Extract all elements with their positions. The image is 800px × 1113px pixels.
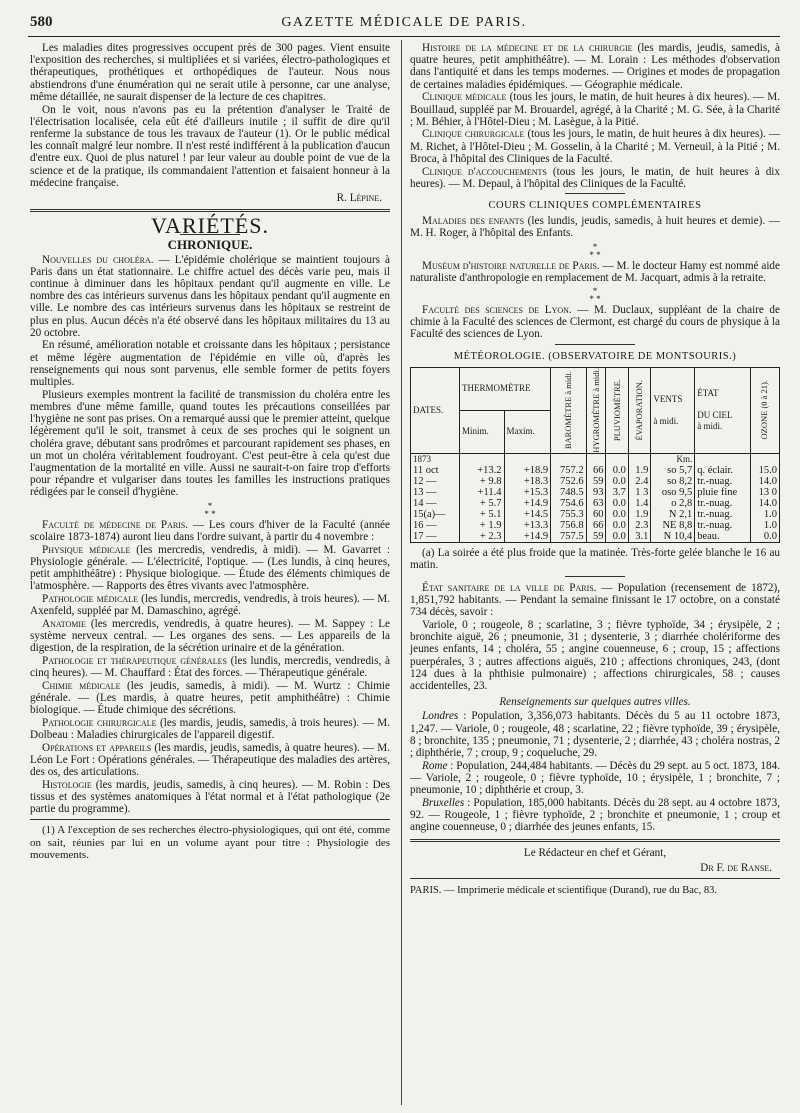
col-evap — [628, 367, 650, 453]
cell-hygro: 66 — [586, 520, 606, 531]
left-column — [30, 42, 390, 862]
course-title: Pathologie et thérapeutique générales — [42, 654, 227, 667]
cholera-text: — L'épidémie cholérique se maintient toujours à Paris dans un état stationnaire. Le chiffre actuel des décès varie peu, mais il continue à diminuer dans les hôpitaux pendant qu'il augmente en ville. Le nombre des cas intérieurs survenus dans les hôpitaux pendant qu'il augmente en ville. Le nombre des cas intérieurs survenus dans les hôpitaux se restreint de plus en plus. Aucun décès n'a été observé dans les hôpitaux militaires du 13 au 20 octobre. — [30, 253, 390, 339]
col-ozone — [750, 367, 779, 453]
varietes-heading: VARIÉTÉS. — [151, 213, 269, 239]
course-text: (les mardis, jeudis, samedis, à cinq heures). — M. Robin : Des tissus et des systèmes anatomiques à l'état normal et à l'état pathologique (2e partie du programme). — [30, 778, 390, 816]
cell-vents: o 2,8 — [651, 498, 695, 509]
col-vents-sub: à midi. — [653, 415, 679, 426]
cell-date: 13 — — [411, 487, 460, 498]
cell-evap: 1 3 — [628, 487, 650, 498]
city-text: : Population, 244,484 habitants. — Décès du 29 sept. au 5 oct. 1873, 184. — Variole, 2 ; rougeole, 0 ; fièvre typhoïde, 10 ; érysipèle, 1 ; bronchite, 7 ; pneumonie, 10 ; diphthérie et croup, 3. — [410, 759, 780, 797]
course-text: (les mercredis, vendredis, à midi). — M. Gavarret : Physiologie générale. — L'électricité, l'optique. — (Les lundis, à cinq heures, petit amphithéâtre) : Physique biologique. — Étude des éléments chimiques de l'atmosphère. — Rapports des êtres vivants avec l'atmosphère. — [30, 543, 390, 593]
cholera-paragraph — [30, 254, 390, 339]
course-text: (les lundis, mercredis, vendredis, à cinq heures). — M. Chauffard : État des forces. — Thérapeutique générale. — [30, 654, 390, 680]
running-title: GAZETTE MÉDICALE DE PARIS. — [281, 15, 527, 30]
cell-pluvio: 0.0 — [606, 498, 628, 509]
asterism: * * * — [589, 241, 601, 260]
col-hygro — [586, 367, 606, 453]
cell-evap: 1.9 — [628, 465, 650, 476]
cell-hygro: 93 — [586, 487, 606, 498]
course-text: (tous les jours, le matin, de huit heures à dix heures). — M. Bouillaud, suppléé par M. Brouardel, agrégé, à la Charité ; M. G. Sée, à la Charité ; M. Béhier, à l'Hôtel-Dieu ; M. Lasègue, à la Pitié. — [410, 91, 780, 128]
redacteur-name: Dr F. de Ranse. — [700, 861, 772, 874]
table-row — [411, 465, 780, 476]
course-title: Clinique médicale — [422, 91, 507, 104]
cell-etat: tr.-nuag. — [695, 520, 751, 531]
right-column — [410, 42, 780, 897]
cell-pluvio: 0.0 — [606, 531, 628, 543]
etat-text: — Population (recensement de 1872), 1,851,792 habitants. — Pendant la semaine finissant le 17 octobre, on a constaté 734 décès, savoir : — [410, 581, 780, 619]
col-minim: Minim. — [460, 410, 505, 453]
printer-line: PARIS. — Imprimerie médicale et scientifique (Durand), rue du Bac, 83. — [410, 884, 717, 896]
course-entry — [30, 655, 390, 679]
col-pluvio-label: PLUVIOMÈTRE. — [611, 379, 622, 442]
footnote: (1) A l'exception de ses recherches électro-physiologiques, qui ont été, comme on sait, réunies par lui en un volume ayant pour titre : Physiologie des mouvements. — [30, 824, 390, 861]
course-text: (tous les jours, le matin, de huit heures à dix heures). — M. Richet, à l'Hôtel-Dieu ; M. Gosselin, à la Charité ; M. Verneuil, à la Pitié ; M. Broca, à l'hôpital des Cliniques de la Faculté. — [410, 128, 781, 165]
city-entry — [410, 760, 780, 797]
table-row — [411, 498, 780, 509]
course-entry — [30, 717, 390, 741]
cell-baro: 755.3 — [551, 509, 586, 520]
cell-pluvio: 0.0 — [606, 509, 628, 520]
col-thermo: THERMOMÈTRE — [460, 367, 551, 410]
col-vents-label: VENTS — [653, 393, 683, 404]
course-entry — [410, 91, 780, 128]
course-title: Clinique d'accouchements — [422, 165, 547, 178]
cell-hygro: 59 — [586, 531, 606, 543]
cholera-paragraph-3: Plusieurs exemples montrent la facilité de transmission du choléra entre les membres d'une même famille, quand toutes les précautions conseillées par l'hygiène ne sont pas prises. On a remarqué aussi que le premier atteint, quelque légèrement qu'il le soit, transmet à ceux de ses proches qui le soignent un choléra grave, débutant sans prodrômes et parcourant rapidement ses phases, en un mot un choléra véritablement foudroyant. C'est peut-être à cela qu'est due l'augmentation de la mortalité en ville. Aussi ne saurait-t-on faire trop d'efforts pour répandre et vulgariser dans toutes les familles les instructions pratiques rédigées par le conseil d'hygiène. — [30, 388, 390, 499]
city-entry — [410, 797, 780, 834]
cell-etat: tr.-nuag. — [695, 498, 751, 509]
course-text: (les mardis, jeudis, samedis, à quatre heures, petit amphithéâtre). — M. Lorain : Les méthodes d'observation dans l'antiquité et dans les temps modernes. — Origines et modes de propagation de certaines maladies épidémiques. — Géographie médicale. — [410, 42, 780, 91]
col-ozone-label: OZONE (0 à 21). — [759, 380, 770, 440]
cell-max: +14.9 — [504, 531, 551, 543]
cell-etat: tr.-nuag. — [695, 509, 751, 520]
closing-rule — [410, 839, 780, 842]
table-row — [411, 509, 780, 520]
course-entry — [30, 680, 390, 717]
course-text: (les jeudis, samedis, à midi). — M. Wurtz : Chimie générale. — (Les mardis, à quatre heures, petit amphithéâtre) : Chimie biologique. — Étude chimique des sécrétions. — [30, 679, 390, 717]
cell-ozone: 0.0 — [750, 531, 779, 543]
cell-baro: 754.6 — [551, 498, 586, 509]
city-name: Londres — [422, 710, 459, 723]
col-etat-label: ÉTAT — [697, 388, 719, 399]
course-title: Histologie — [42, 778, 92, 791]
cell-evap: 3.1 — [628, 531, 650, 543]
review-signature: R. Lépine. — [336, 191, 382, 204]
course-title: Chimie médicale — [42, 679, 121, 692]
course-text: (les mardis, jeudis, samedis, à trois heures). — M. Dolbeau : Maladies chirurgicales de l'appareil digestif. — [30, 716, 391, 742]
meteo-table — [410, 367, 780, 543]
course-text: (les lundis, jeudis, samedis, à huit heures et demie). — M. H. Roger, à l'hôpital des Enfants. — [410, 215, 780, 240]
meteo-table-wrapper — [410, 367, 780, 543]
city-text: : Population, 185,000 habitants. Décès du 28 sept. au 4 octobre 1873, 92. — Rougeole, 1 ; fièvre typhoïde, 2 ; bronchite et pneumonie, 1 ; croup et angine couenneuse, 0 ; diarrhée des jeunes enfants, 15. — [410, 796, 780, 834]
course-entry — [30, 544, 390, 593]
asterism: * * * — [589, 285, 601, 304]
cell-min: + 5.7 — [460, 498, 505, 509]
cell-baro: 757.5 — [551, 531, 586, 543]
museum-text: — M. le docteur Hamy est nommé aide naturaliste d'anthropologie en remplacement de M. Jacquart, admis à la retraite. — [410, 259, 780, 284]
cell-max: +13.3 — [504, 520, 551, 531]
course-entry — [410, 42, 780, 91]
course-text: (tous les jours, le matin, de huit heures à dix heures). — M. Depaul, à l'hôpital des Cliniques de la Faculté. — [410, 165, 781, 190]
course-entry — [410, 166, 780, 190]
cell-date: 12 — — [411, 476, 460, 487]
faculte-lead: Faculté de médecine de Paris. — [42, 518, 189, 531]
short-rule — [555, 344, 635, 345]
faculte-paragraph — [30, 519, 390, 543]
cell-baro: 752.6 — [551, 476, 586, 487]
course-title: Histoire de la médecine et de la chirurgie — [422, 42, 633, 54]
cell-baro: 757.2 — [551, 465, 586, 476]
cell-etat: tr.-nuag. — [695, 476, 751, 487]
cholera-paragraph-2: En résumé, amélioration notable et croissante dans les hôpitaux ; persistance et même légère augmentation de l'épidémie en ville où, d'après les renseignements qui nous sont parvenus, elle semble former de petits foyers multiples. — [30, 339, 390, 389]
cell-min: +11.4 — [460, 487, 505, 498]
course-text: (les mardis, jeudis, samedis, à quatre heures). — M. Léon Le Fort : Opérations générales. — Thérapeutique des maladies des artères, des os, des articulations. — [30, 741, 390, 779]
cell-evap: 1.4 — [628, 498, 650, 509]
cell-vents: oso 9,5 — [651, 487, 695, 498]
city-text: : Population, 3,356,073 habitants. Décès du 5 au 11 octobre 1873, 1,247. — Variole, 0 ; rougeole, 48 ; scarlatine, 22 ; fièvre typhoïde, 39 ; érysipèle, 8 ; bronchite, 135 ; pneumonie, 71 ; dysenterie, 2 ; diarrhée, 43 ; choléra nostras, 2 ; diphthérie, 7 ; croup, 9 ; coqueluche, 29. — [410, 710, 780, 760]
page-number: 580 — [30, 14, 53, 30]
course-text: (les mercredis, vendredis, à quatre heures). — M. Sappey : Le système nerveux central. — Les organes des sens. — Les appareils de la digestion, de la respiration, de la sécrétion urinaire et de la génération. — [30, 617, 390, 655]
cell-min: + 1.9 — [460, 520, 505, 531]
etat-list: Variole, 0 ; rougeole, 8 ; scarlatine, 3 ; fièvre typhoïde, 34 ; érysipèle, 2 ; bronchite aiguë, 26 ; pneumonie, 31 ; dysenterie, 3 ; diarrhée cholériforme des jeunes enfants, 14 ; choléra, 55 ; angine couenneuse, 6 ; croup, 15 ; affections puerpérales, 3 ; autres affections aiguës, 210 ; affections chroniques, 243, (dont 124 dues à la phthisie pulmonaire) ; affections chirurgicales, 58 ; causes accidentelles, 23. — [410, 619, 780, 693]
table-row — [411, 476, 780, 487]
cell-min: + 2.3 — [460, 531, 505, 543]
cell-vents: so 8,2 — [651, 476, 695, 487]
cell-etat: beau. — [695, 531, 751, 543]
cell-baro: 748.5 — [551, 487, 586, 498]
cell-vents: N 2,1 — [651, 509, 695, 520]
autres-villes-heading: Renseignements sur quelques autres villes. — [499, 696, 691, 709]
course-entry — [30, 593, 390, 617]
cell-etat: pluie fine — [695, 487, 751, 498]
cell-date: 15(a)— — [411, 509, 460, 520]
asterism: * * * — [204, 500, 216, 519]
complementaires-heading: COURS CLINIQUES COMPLÉMENTAIRES — [488, 199, 702, 211]
course-title: Anatomie — [42, 617, 86, 630]
cell-max: +15.3 — [504, 487, 551, 498]
enfants-entry — [410, 215, 780, 239]
course-title: Maladies des enfants — [422, 215, 525, 228]
faculte-text: — Les cours d'hiver de la Faculté (année scolaire 1873-1874) auront lieu dans l'ordre suivant, à partir du 4 novembre : — [30, 518, 390, 543]
etat-lead: État sanitaire de la ville de Paris. — [422, 581, 597, 594]
lyon-text: — M. Duclaux, suppléant de la chaire de chimie à la Faculté des sciences de Clermont, est chargé du cours de physique à la Faculté des sciences de Lyon. — [410, 303, 780, 341]
col-etat — [695, 367, 751, 453]
table-row — [411, 531, 780, 543]
cell-pluvio: 0.0 — [606, 520, 628, 531]
city-name: Bruxelles — [422, 796, 465, 809]
city-name: Rome — [422, 759, 448, 772]
page-header — [28, 10, 780, 37]
cell-ozone: 1.0 — [750, 509, 779, 520]
section-divider — [30, 209, 390, 212]
cell-vents: NE 8,8 — [651, 520, 695, 531]
course-text: (les lundis, mercredis, vendredis, à trois heures). — M. Axenfeld, suppléé par M. Damaschino, agrégé. — [30, 592, 390, 618]
lyon-lead: Faculté des sciences de Lyon. — [422, 303, 572, 316]
col-baro — [551, 367, 586, 453]
cell-evap: 2.3 — [628, 520, 650, 531]
cell-pluvio: 0.0 — [606, 465, 628, 476]
cell-hygro: 66 — [586, 465, 606, 476]
table-row — [411, 487, 780, 498]
col-hygro-label: HYGROMÈTRE à midi. — [590, 367, 601, 453]
cell-date: 11 oct — [411, 465, 460, 476]
col-vents — [651, 367, 695, 453]
cell-vents: so 5,7 — [651, 465, 695, 476]
course-entry — [30, 742, 390, 779]
course-entry — [30, 779, 390, 816]
museum-entry — [410, 260, 780, 284]
cell-max: +14.5 — [504, 509, 551, 520]
cell-pluvio: 3.7 — [606, 487, 628, 498]
col-etat-sub2: à midi. — [697, 421, 723, 432]
cell-ozone: 1.0 — [750, 520, 779, 531]
col-evap-label: ÉVAPORATION. — [634, 379, 645, 441]
course-title: Pathologie chirurgicale — [42, 716, 157, 729]
cell-max: +18.3 — [504, 476, 551, 487]
course-title: Physique médicale — [42, 543, 131, 556]
cell-ozone: 13 0 — [750, 487, 779, 498]
cell-date: 17 — — [411, 531, 460, 543]
etat-sanitaire — [410, 582, 780, 619]
table-row — [411, 520, 780, 531]
cell-pluvio: 0.0 — [606, 476, 628, 487]
table-year: 1873 — [411, 453, 460, 465]
chronique-heading: CHRONIQUE. — [167, 237, 253, 253]
col-dates: DATES. — [411, 367, 460, 453]
cell-min: + 5.1 — [460, 509, 505, 520]
cell-min: +13.2 — [460, 465, 505, 476]
course-title: Pathologie médicale — [42, 592, 138, 605]
short-rule — [565, 576, 625, 577]
cell-max: +18.9 — [504, 465, 551, 476]
footnote-rule — [30, 819, 390, 820]
col-etat-sub: DU CIEL — [697, 410, 733, 421]
cell-max: +14.9 — [504, 498, 551, 509]
meteo-title: MÉTÉOROLOGIE. (OBSERVATOIRE DE MONTSOURIS.) — [453, 350, 737, 362]
printer-rule — [410, 878, 780, 879]
col-baro-label: BAROMÈTRE à midi. — [562, 371, 573, 450]
table-km: Km. — [651, 453, 695, 465]
museum-lead: Muséum d'histoire naturelle de Paris. — [422, 259, 600, 272]
course-title: Clinique chirurgicale — [422, 128, 525, 141]
cell-hygro: 63 — [586, 498, 606, 509]
cell-hygro: 60 — [586, 509, 606, 520]
column-divider — [401, 40, 402, 1105]
cell-hygro: 59 — [586, 476, 606, 487]
cell-date: 14 — — [411, 498, 460, 509]
review-paragraph: On le voit, nous n'avons pas eu la prétention d'analyser le Traité de l'électrisation localisée, cela eût été d'ailleurs inutile ; il suffit de dire qu'il renferme la substance de tous les travaux de l'auteur (1). Or le public médical les connaît malgré leur nombre. Il n'est resté indifférent à la publication d'aucun d'entre eux. Quoi de plus naturel ! par leur valeur au double point de vue de la science et de la pratique, ils commandaient l'attention et faisaient honneur à la médecine française. — [30, 103, 390, 189]
cell-baro: 756.8 — [551, 520, 586, 531]
cell-evap: 1.9 — [628, 509, 650, 520]
course-title: Opérations et appareils — [42, 741, 152, 754]
col-pluvio — [606, 367, 628, 453]
cell-ozone: 14.0 — [750, 476, 779, 487]
course-entry — [30, 618, 390, 655]
cell-evap: 2.4 — [628, 476, 650, 487]
cholera-lead: Nouvelles du choléra. — [42, 253, 154, 266]
lyon-entry — [410, 304, 780, 341]
city-entry — [410, 710, 780, 759]
cell-ozone: 14.0 — [750, 498, 779, 509]
table-row-year — [411, 453, 780, 465]
cell-ozone: 15.0 — [750, 465, 779, 476]
cell-vents: N 10,4 — [651, 531, 695, 543]
cell-date: 16 — — [411, 520, 460, 531]
col-maxim: Maxim. — [504, 410, 551, 453]
redacteur-line: Le Rédacteur en chef et Gérant, — [523, 846, 667, 859]
table-note: (a) La soirée a été plus froide que la matinée. Très-forte gelée blanche le 16 au matin. — [410, 546, 780, 571]
cell-etat: q. éclair. — [695, 465, 751, 476]
cell-min: + 9.8 — [460, 476, 505, 487]
course-entry — [410, 128, 780, 165]
review-paragraph: Les maladies dites progressives occupent près de 300 pages. Vient ensuite l'exposition des recherches, si multipliées et si variées, électro-pathologiques et thérapeutiques, prothétiques et orthopédiques de l'auteur. Nous nous abstiendrons d'une énumération qui ne serait utile à personne, car une analyse, même détaillée, ne saurait dispenser de la lecture de ces chapitres. — [30, 42, 390, 103]
short-rule — [565, 193, 625, 194]
